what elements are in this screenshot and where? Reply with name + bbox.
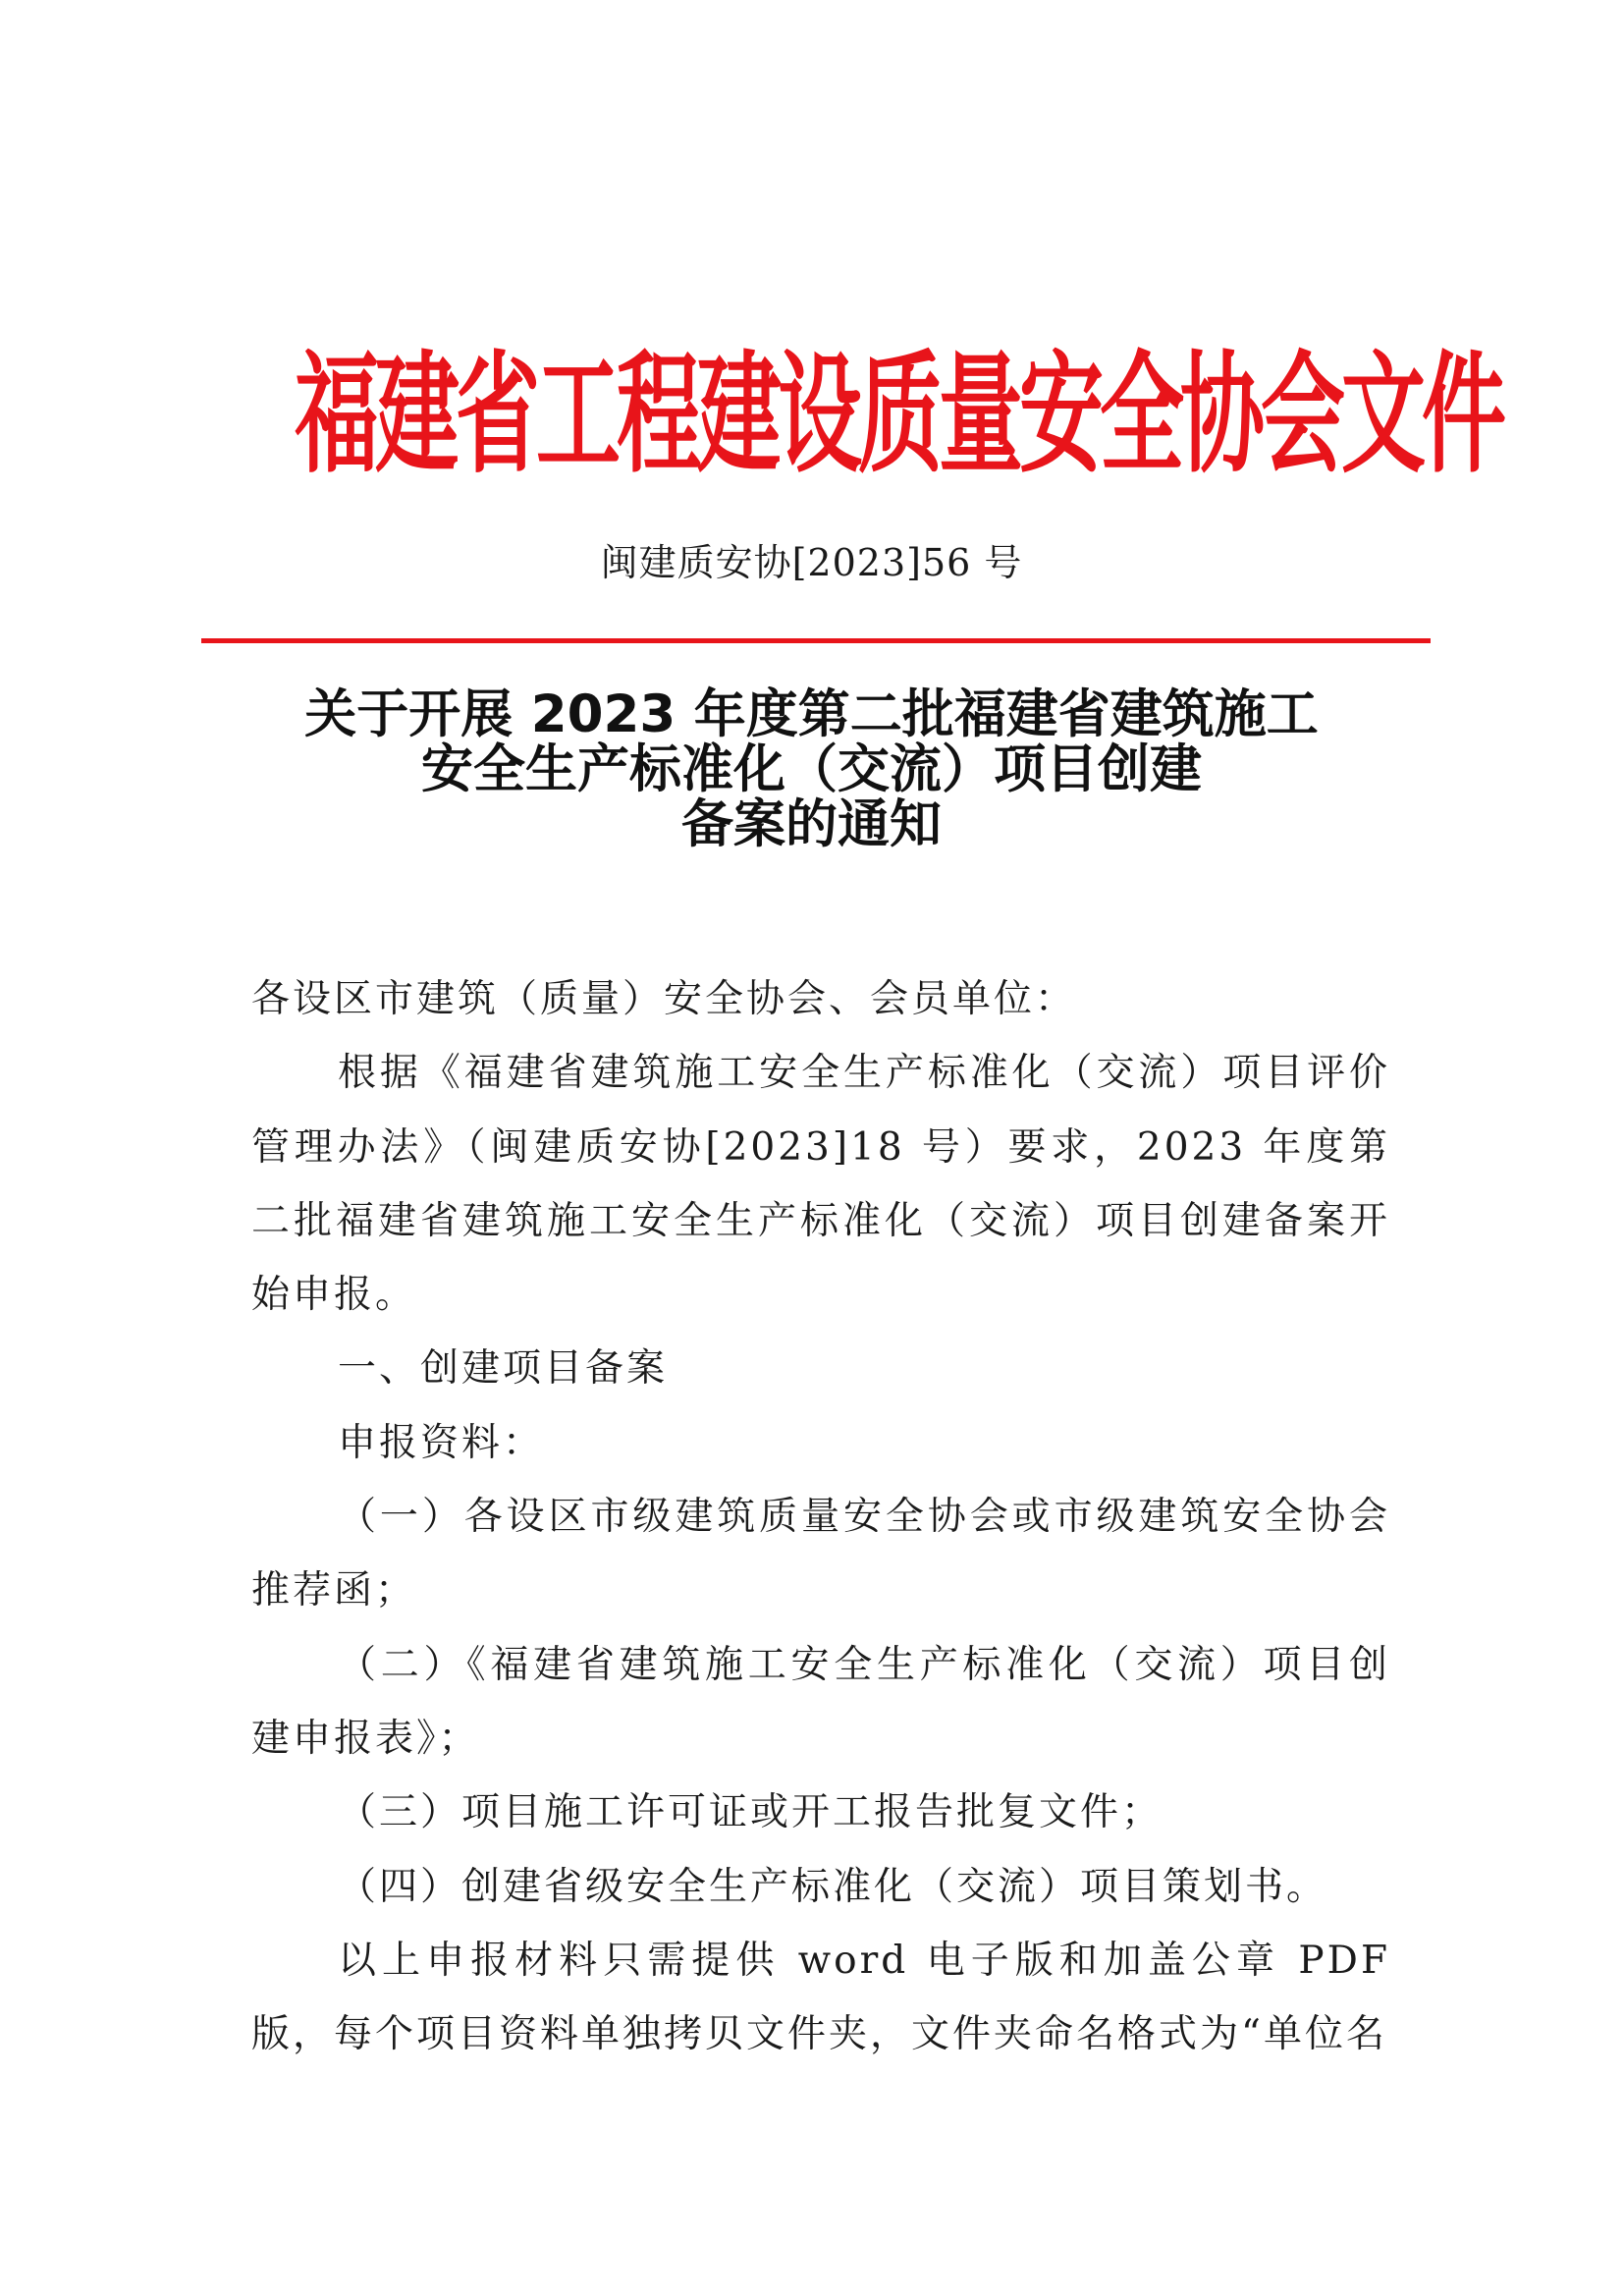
- body-paragraph: 申报资料：: [338, 1420, 545, 1465]
- body-paragraph: 根据《福建省建筑施工安全生产标准化（交流）项目评价管理办法》（闽建质安协[2023]18 号）要求，2023 年度第二批福建省建筑施工安全生产标准化（交流）项目创建备案开始申报。: [251, 1051, 1390, 1318]
- body-paragraph: 以上申报材料只需提供 word 电子版和加盖公章 PDF 版，每个项目资料单独拷贝文件夹，文件夹命名格式为“单位名: [251, 1938, 1390, 2057]
- salutation: 各设区市建筑（质量）安全协会、会员单位：: [251, 977, 1077, 1021]
- notice-title-line-2: 安全生产标准化（交流）项目创建: [421, 739, 1202, 799]
- list-item: （二）《福建省建筑施工安全生产标准化（交流）项目创建申报表》；: [251, 1642, 1390, 1761]
- section-heading: 一、创建项目备案: [338, 1346, 669, 1392]
- list-item: （三）项目施工许可证或开工报告批复文件；: [338, 1790, 1163, 1835]
- notice-title: [196, 684, 1427, 854]
- document-masthead: 福建省工程建设质量安全协会文件: [295, 338, 1502, 492]
- notice-title-line-1: 关于开展 2023 年度第二批福建省建筑施工: [304, 684, 1319, 744]
- notice-title-line-3: 备案的通知: [681, 794, 942, 854]
- list-item: （四）创建省级安全生产标准化（交流）项目策划书。: [338, 1864, 1328, 1909]
- red-divider-line: [201, 638, 1431, 643]
- document-number: 闽建质安协[2023]56 号: [600, 541, 1023, 584]
- notice-body: [251, 962, 1390, 2071]
- list-item: （一）各设区市级建筑质量安全协会或市级建筑安全协会推荐函；: [251, 1495, 1390, 1613]
